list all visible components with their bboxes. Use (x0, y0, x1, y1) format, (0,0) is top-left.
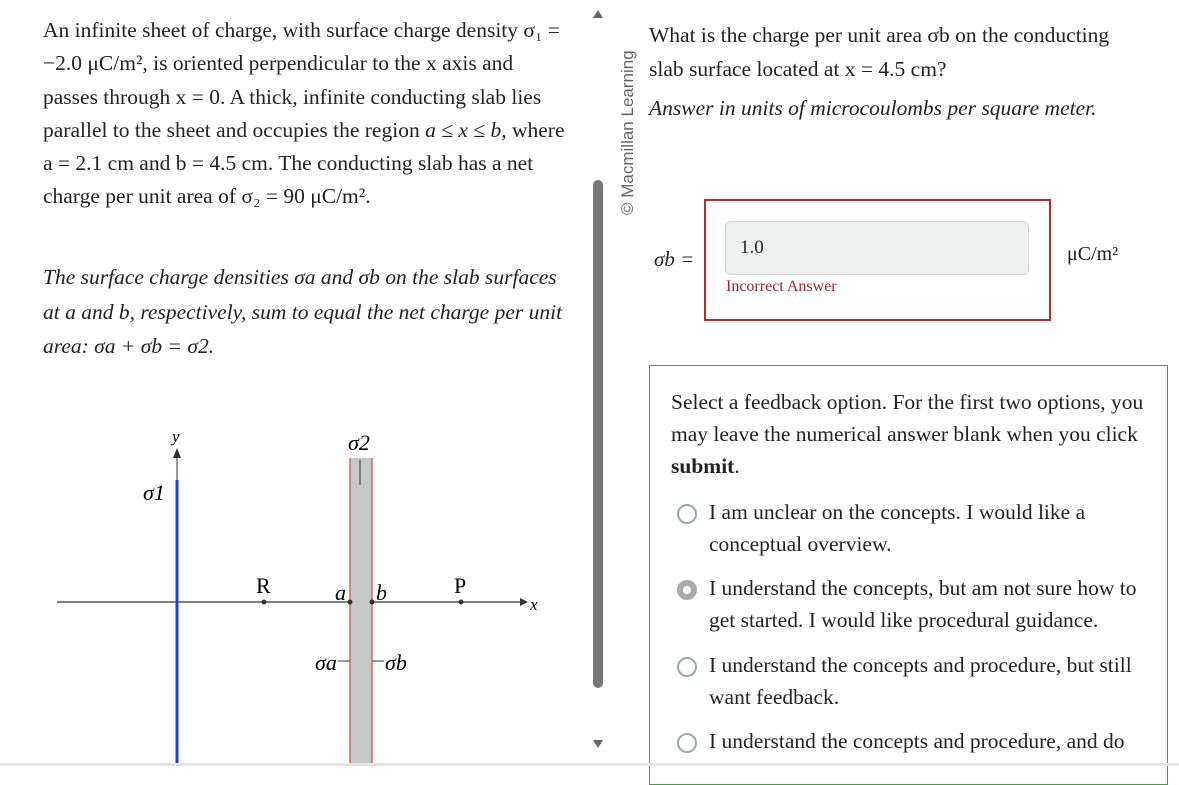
units-instruction: Answer in units of microcoulombs per square meter. (649, 96, 1097, 120)
sigma2-value: σ₂ = 90 μC/m². (241, 184, 371, 209)
option-label: I understand the concepts, but am not sure how to get started. I would like procedural guidance. (709, 576, 1137, 632)
point-P (459, 600, 464, 605)
scrollbar-thumb[interactable] (593, 180, 603, 688)
incorrect-answer-status: Incorrect Answer (726, 278, 837, 295)
sigma-a-label: σa (315, 650, 337, 675)
problem-hint: The surface charge densities σa and σb on the slab surfaces at a and b, respectively, sum to equal the net charge per unit area: σa + σb = σ2. (43, 265, 563, 358)
scroll-up-arrow-icon[interactable] (593, 10, 603, 18)
radio-button[interactable] (677, 657, 697, 677)
copyright-notice: © Macmillan Learning (618, 50, 637, 215)
problem-statement: An infinite sheet of charge, with surface charge density σ₁ = −2.0 μC/m², is oriented perpendicular to the x axis and passes through x = 0. A thick, infinite conducting slab lies parallel to the sheet and occupies the region a ≤ x ≤ b, where a = 2.1 cm and b = 4.5 cm. The conducting slab has a net charge per unit area of σ₂ = 90 μC/m². (43, 18, 565, 209)
sigma1-label: σ1 (143, 480, 165, 505)
label-b: b (376, 580, 387, 605)
sigma2-label: σ2 (348, 430, 370, 455)
y-axis-arrow (173, 448, 181, 458)
option-label: I am unclear on the concepts. I would like a conceptual overview. (709, 500, 1086, 556)
point-b (370, 600, 375, 605)
radio-button[interactable] (677, 504, 697, 524)
option-label: I understand the concepts and procedure, but still want feedback. (709, 653, 1132, 709)
radio-button-selected[interactable] (677, 580, 697, 600)
point-a (348, 600, 353, 605)
answer-units: μC/m² (1067, 243, 1119, 265)
x-axis-label: x (530, 595, 538, 614)
answer-label: σb = (654, 247, 695, 271)
option-label: I understand the concepts and procedure, and do (709, 729, 1125, 753)
question-text: What is the charge per unit area σb on the conducting slab surface located at x = 4.5 cm? (649, 23, 1110, 81)
y-axis-label: y (172, 427, 180, 446)
label-P: P (454, 573, 467, 598)
sigma-b-label: σb (385, 650, 407, 675)
label-R: R (256, 573, 271, 598)
x-axis-arrow (520, 598, 528, 606)
region-expression: a ≤ x ≤ b, (425, 117, 512, 142)
radio-button[interactable] (677, 733, 697, 753)
label-a: a (335, 580, 346, 605)
charge-diagram (40, 420, 590, 766)
problem-panel (0, 0, 590, 766)
feedback-panel (649, 365, 1168, 785)
conducting-slab (350, 458, 372, 766)
sigma1-value: σ₁ = −2.0 μC/m², (43, 18, 560, 76)
scroll-down-arrow-icon[interactable] (593, 740, 603, 748)
question-panel (649, 0, 1179, 766)
submit-keyword: submit (671, 454, 735, 478)
point-R (262, 600, 267, 605)
answer-input[interactable] (725, 221, 1029, 275)
feedback-instructions: Select a feedback option. For the first two options, you may leave the numerical answer blank when you click submit. (671, 390, 1144, 478)
